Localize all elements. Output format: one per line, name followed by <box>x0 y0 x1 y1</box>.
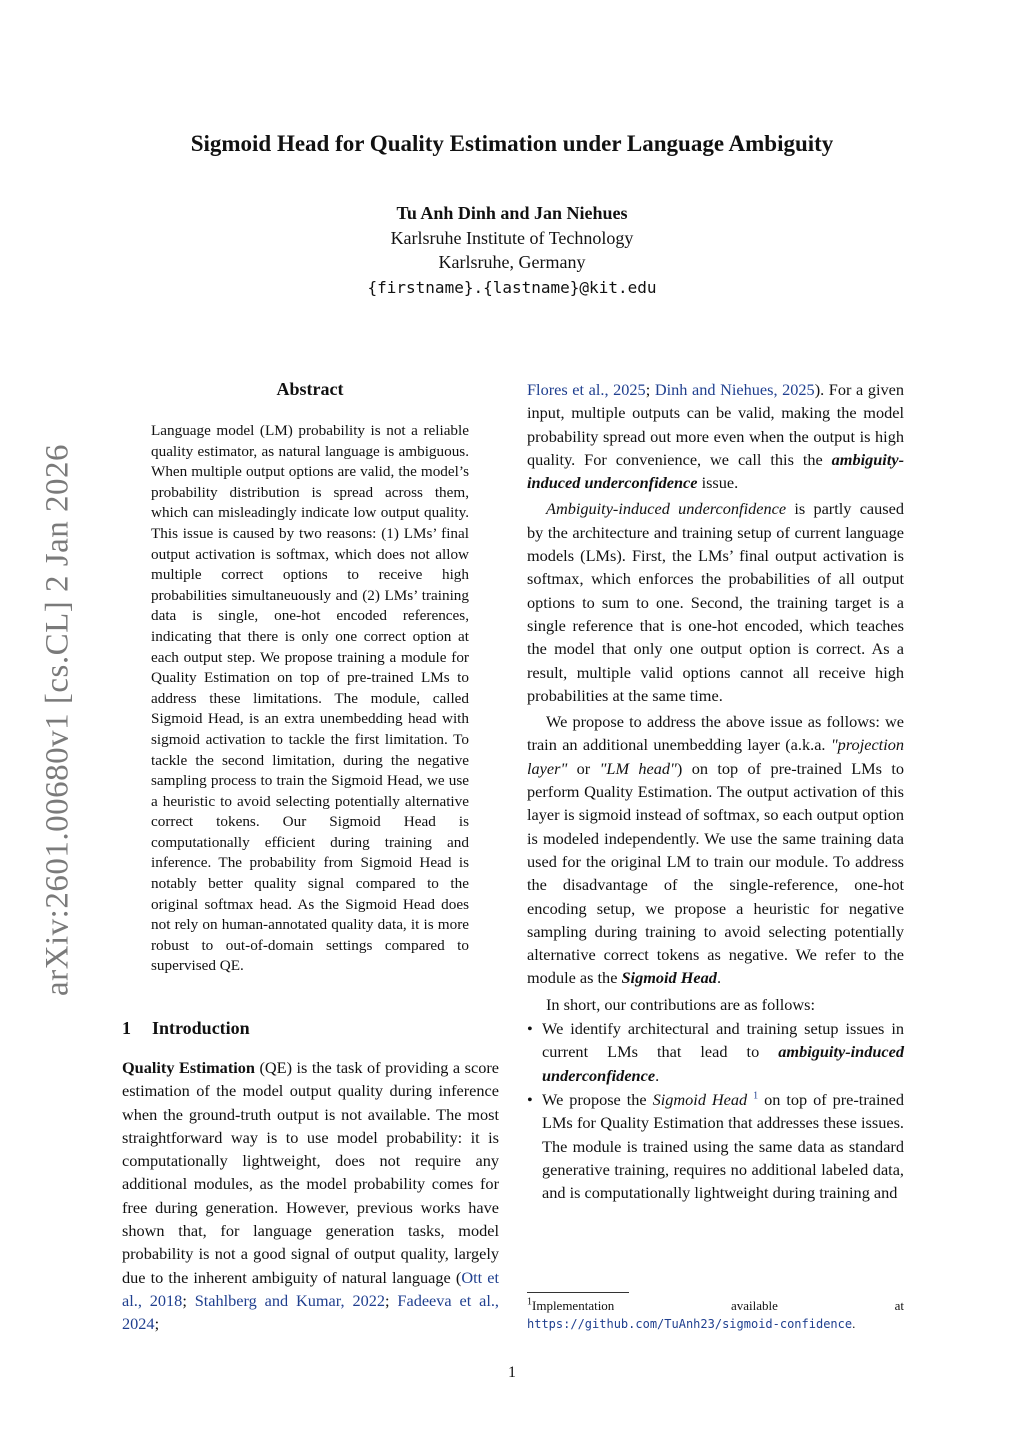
term-italic: Ambiguity-induced underconfidence <box>546 499 787 519</box>
citation-link[interactable]: Flores et al., 2025 <box>527 380 646 399</box>
affiliation-location: Karlsruhe, Germany <box>438 252 586 272</box>
footnote-divider <box>527 1292 629 1293</box>
footnote-text: . <box>852 1316 856 1331</box>
paragraph-text: issue. <box>697 473 739 493</box>
intro-text: (QE) is the task of providing a score estimation of the model output quality during inference when the ground-truth output is not available. The most straightforward way is to use model probability: it is computationally lightweight, does not require any additional modules, as the model probability comes for free during generation. However, previous works have shown that, for language generation tasks, model probability is not a good signal of output quality, largely due to the inherent ambiguity of natural language ( <box>122 1058 499 1287</box>
term-emphasis: Sigmoid Head <box>621 968 717 988</box>
quoted-term: "projection layer" <box>527 735 904 778</box>
term-emphasis: ambiguity-induced underconfidence <box>542 1042 904 1085</box>
paper-authors: Tu Anh Dinh and Jan Niehues <box>396 203 628 223</box>
paragraph-continuation <box>527 378 904 494</box>
quoted-term: "LM head" <box>599 758 677 778</box>
paragraph-text: ). For a given input, multiple outputs can be valid, making the model probability spread out more even when the output is high quality. For convenience, we call this the <box>527 380 904 469</box>
footnote-number: 1 <box>527 1296 532 1308</box>
citation-separator: ; <box>645 380 655 399</box>
introduction-paragraph <box>122 1056 499 1336</box>
list-item-text: We propose the <box>542 1089 653 1109</box>
bullet-icon: • <box>527 1019 533 1039</box>
citation-separator: ; <box>385 1290 398 1310</box>
term-quality-estimation: Quality Estimation <box>122 1058 255 1077</box>
paragraph-underconfidence <box>527 497 904 707</box>
list-item-text: . <box>655 1065 660 1085</box>
right-column <box>527 378 904 1204</box>
section-heading-introduction <box>122 1018 502 1039</box>
page-number: 1 <box>508 1364 516 1381</box>
paper-title: Sigmoid Head for Quality Estimation under Language Ambiguity <box>190 131 834 156</box>
citation-link[interactable]: Ott et al., 2018 <box>122 1267 499 1310</box>
citation-separator: ; <box>182 1290 195 1310</box>
term-emphasis: ambiguity-induced underconfidence <box>527 449 904 493</box>
arxiv-identifier-stamp: arXiv:2601.00680v1 [cs.CL] 2 Jan 2026 <box>39 444 76 996</box>
footnote-url-link[interactable]: https://github.com/TuAnh23/sigmoid-confidence <box>527 1317 853 1331</box>
footnote-marker[interactable]: 1 <box>753 1090 759 1102</box>
contributions-list <box>527 1017 904 1204</box>
section-number: 1 <box>122 1018 131 1038</box>
abstract-heading: Abstract <box>276 379 344 399</box>
bullet-icon: • <box>527 1089 533 1109</box>
paragraph-text: is partly caused by the architecture and training setup of current language models (LMs). First, the LMs’ final output activation is softmax, which enforces the probabilities of all output options to sum to one. Second, the training target is a single reference that is one-hot encoded, which teaches the model that only one output option is correct. As a result, multiple valid options cannot all receive high probabilities at the same time. <box>527 499 904 705</box>
paragraph-text: We propose to address the above issue as follows: we train an additional unembedding layer (a.k.a. <box>527 712 904 755</box>
abstract-body: Language model (LM) probability is not a reliable quality estimator, as natural language is ambiguous. When multiple output options are valid, the model’s probability distribution is spread across them, which can misleadingly indicate low output quality. This issue is caused by two reasons: (1) LMs’ final output activation is softmax, which does not allow multiple correct options to receive high probabilities simultaneuously and (2) LMs’ training data is single, one-hot encoded references, indicating that there is only one correct option at each output step. We propose training a module for Quality Estimation on top of pre-trained LMs to address these limitations. The module, called Sigmoid Head, is an extra unembedding head with sigmoid activation to tackle the first limitation. To tackle the second limitation, during the negative sampling process to train the Sigmoid Head, we use a heuristic to avoid selecting potentially alternative correct tokens. Our Sigmoid Head is computationally efficient during training and inference. The probability from Sigmoid Head is notably better quality signal compared to the original softmax head. As the Sigmoid Head does not rely on human-annotated quality data, it is more robust to out-of-domain settings compared to supervised QE. <box>151 422 469 975</box>
citation-link[interactable]: Stahlberg and Kumar, 2022 <box>194 1290 386 1310</box>
list-item-text: on top of pre-trained LMs for Quality Estimation that addresses these issues. The module is trained using the same data as standard generative training, requires no additional labeled data, and is computationally lightweight during training and <box>542 1089 905 1203</box>
paragraph-contributions-intro: In short, our contributions are as follows: <box>546 994 816 1014</box>
citation-link[interactable]: Fadeeva et al., 2024 <box>122 1290 499 1334</box>
paragraph-text: . <box>716 968 722 988</box>
section-title: Introduction <box>152 1018 250 1038</box>
list-item <box>527 1017 904 1087</box>
footnote-text: Implementation available at <box>532 1298 904 1313</box>
paragraph-proposal <box>527 710 904 990</box>
paragraph-text: ) on top of pre-trained LMs to perform Quality Estimation. The output activation of this layer is sigmoid instead of softmax, so each output option is modeled independently. We use the same training data used for the original LM to train our module. To address the disadvantage of the single-reference, one-hot encoding setup, we propose a heuristic for negative sampling during training to avoid selecting potentially alternative correct tokens as negative. We refer to the module as the <box>527 758 905 988</box>
term-italic: Sigmoid Head <box>652 1089 748 1109</box>
footnote <box>527 1297 904 1333</box>
author-email[interactable]: {firstname}.{lastname}@kit.edu <box>367 278 657 297</box>
citation-link[interactable]: Dinh and Niehues, 2025 <box>654 380 815 399</box>
list-item <box>527 1088 904 1204</box>
citation-separator: ; <box>154 1314 160 1334</box>
affiliation-institute: Karlsruhe Institute of Technology <box>390 228 634 248</box>
paragraph-text: or <box>567 758 600 778</box>
list-item-text: We identify architectural and training setup issues in current LMs that lead to <box>542 1019 904 1062</box>
